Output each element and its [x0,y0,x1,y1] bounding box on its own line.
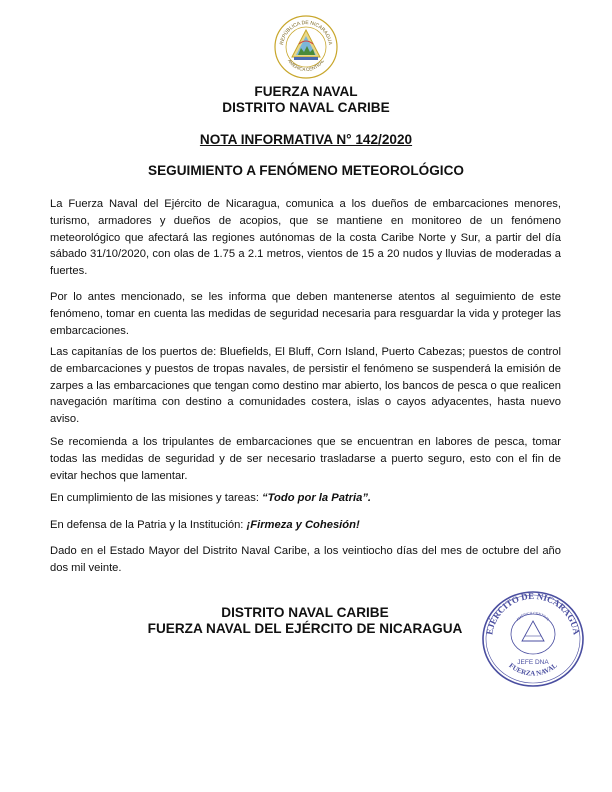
svg-text:EJÉRCITO DE NICARAGUA: EJÉRCITO DE NICARAGUA [484,590,582,636]
defense-lead-text: En defensa de la Patria y la Institución: [50,519,247,531]
paragraph-port-suspension: Las capitanías de los puertos de: Bluefields, El Bluff, Corn Island, Puerto Cabezas; puestos de control de embarcaciones y puestos de tropas navales, de persistir el fenómeno se suspenderá la emisión de zarpes a las embarcaciones que tengan como destino mar abierto, los bancos de pesca o que realicen navegación marítima con destino a comunidades costera, islas o cayos adyacentes, hasta nuevo aviso. [50,346,561,426]
svg-text:AMÉRICA CENTRAL: AMÉRICA CENTRAL [286,58,326,73]
signature-line-2: FUERZA NAVAL DEL EJÉRCITO DE NICARAGUA [147,621,463,636]
paragraph-date-place: Dado en el Estado Mayor del Distrito Naval Caribe, a los veintiocho días del mes de octubre del año dos mil veinte. [50,545,561,574]
defense-motto: ¡Firmeza y Cohesión! [246,519,360,531]
svg-text:AMÉRICA CENTRAL: AMÉRICA CENTRAL [515,611,551,622]
org-line-1: FUERZA NAVAL [254,84,358,99]
note-subject: SEGUIMIENTO A FENÓMENO METEOROLÓGICO [148,163,464,178]
paragraph-recommendation: Se recomienda a los tripulantes de embarcaciones que se encuentran en labores de pesca, tomar todas las medidas de seguridad y de ser necesario trasladarse a puerto seguro, esto con el fin de evitar hechos que lamentar. [50,436,561,482]
note-title: NOTA INFORMATIVA N° 142/2020 [199,132,413,147]
paragraph-mission-motto [50,490,561,507]
mission-lead-text: En cumplimiento de las misiones y tareas: [50,492,263,504]
svg-text:FUERZA NAVAL: FUERZA NAVAL [507,661,559,678]
paragraph-advice: Por lo antes mencionado, se les informa que deben mantenerse atentos al seguimiento de este fenómeno, tomar en cuenta las medidas de seguridad necesaria para resguardar la vida y proteger las embarcaciones. [50,291,561,337]
signature-line-1: DISTRITO NAVAL CARIBE [221,605,389,620]
mission-motto: “Todo por la Patria”. [262,492,372,504]
svg-text:REPÚBLICA DE NICARAGUA: REPÚBLICA DE NICARAGUA [279,19,333,46]
paragraph-announcement: La Fuerza Naval del Ejército de Nicaragua, comunica a los dueños de embarcaciones menores, turismo, armadores y dueños de acopios, que se mantiene en monitoreo de un fenómeno meteorológico que afectará las regiones autónomas de la costa Caribe Norte y Sur, a partir del día sábado 31/10/2020, con olas de 1.75 a 2.1 metros, vientos de 15 a 20 nudos y lluvias de moderadas a fuertes. [50,198,561,278]
coat-of-arms-icon [273,14,339,80]
official-stamp-icon [478,588,588,690]
svg-text:JEFE DNA: JEFE DNA [517,659,549,666]
paragraph-defense-motto [50,517,561,534]
org-line-2: DISTRITO NAVAL CARIBE [222,100,390,115]
